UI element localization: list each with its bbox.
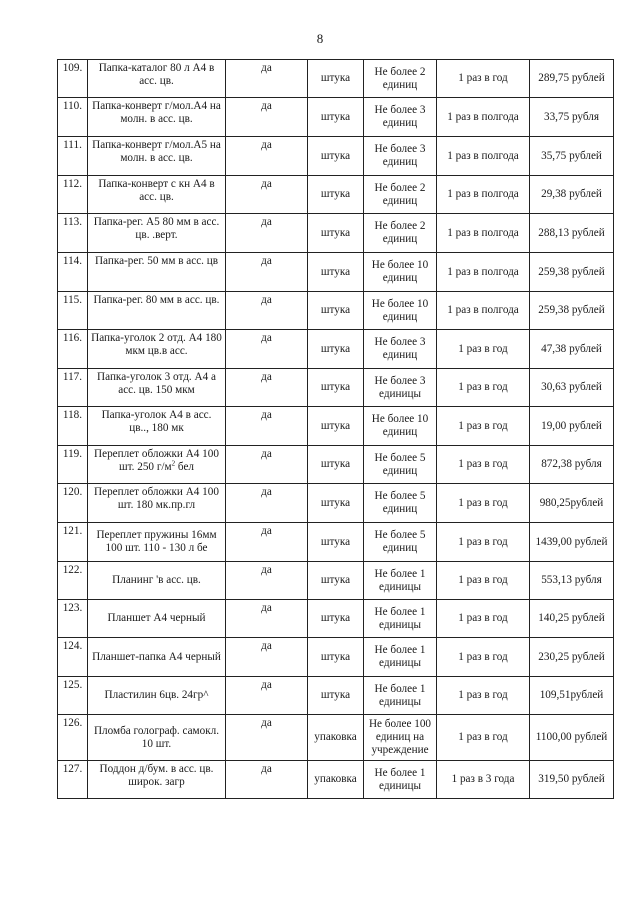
availability-flag: да xyxy=(226,600,308,638)
item-name: Планшет А4 черный xyxy=(88,600,226,638)
table-row xyxy=(58,253,614,292)
availability-flag: да xyxy=(226,715,308,761)
quantity-limit: Не более 5 единиц xyxy=(364,523,437,562)
table-row xyxy=(58,677,614,715)
price-cell: 259,38 рублей xyxy=(530,253,614,292)
table-row xyxy=(58,369,614,407)
quantity-limit: Не более 1 единицы xyxy=(364,600,437,638)
availability-flag: да xyxy=(226,523,308,562)
frequency-cell: 1 раз в год xyxy=(437,330,530,369)
item-name xyxy=(88,446,226,484)
quantity-limit: Не более 2 единиц xyxy=(364,60,437,98)
availability-flag: да xyxy=(226,330,308,369)
unit-cell: штука xyxy=(308,523,364,562)
quantity-limit: Не более 1 единицы xyxy=(364,638,437,677)
availability-flag: да xyxy=(226,98,308,137)
frequency-cell: 1 раз в год xyxy=(437,60,530,98)
unit-cell: штука xyxy=(308,562,364,600)
item-name-text: Переплет обложки А4 100 шт. 250 г/м xyxy=(94,448,219,473)
unit-cell: упаковка xyxy=(308,761,364,799)
superscript: 2 xyxy=(171,459,176,468)
frequency-cell: 1 раз в полгода xyxy=(437,176,530,214)
unit-cell: штука xyxy=(308,677,364,715)
item-name: Пластилин 6цв. 24гр^ xyxy=(88,677,226,715)
row-number: 122. xyxy=(58,562,88,600)
availability-flag: да xyxy=(226,677,308,715)
price-table xyxy=(57,59,614,799)
quantity-limit: Не более 10 единиц xyxy=(364,407,437,446)
item-name: Папка-конверт с кн А4 в асс. цв. xyxy=(88,176,226,214)
price-cell: 259,38 рублей xyxy=(530,292,614,330)
quantity-limit: Не более 10 единиц xyxy=(364,292,437,330)
price-cell: 47,38 рублей xyxy=(530,330,614,369)
frequency-cell: 1 раз в год xyxy=(437,638,530,677)
table-row xyxy=(58,484,614,523)
table-body xyxy=(58,60,614,799)
quantity-limit: Не более 2 единиц xyxy=(364,214,437,253)
row-number: 110. xyxy=(58,98,88,137)
price-cell: 230,25 рублей xyxy=(530,638,614,677)
availability-flag: да xyxy=(226,484,308,523)
table-row xyxy=(58,523,614,562)
quantity-limit: Не более 3 единиц xyxy=(364,137,437,176)
item-name: Папка-уголок 2 отд. А4 180 мкм цв.в асс. xyxy=(88,330,226,369)
frequency-cell: 1 раз в год xyxy=(437,677,530,715)
table-row xyxy=(58,407,614,446)
unit-cell: штука xyxy=(308,60,364,98)
page-number: 8 xyxy=(316,31,324,46)
quantity-limit: Не более 3 единицы xyxy=(364,369,437,407)
table-row xyxy=(58,214,614,253)
item-name: Пломба голограф. самокл. 10 шт. xyxy=(88,715,226,761)
frequency-cell: 1 раз в год xyxy=(437,484,530,523)
row-number: 123. xyxy=(58,600,88,638)
unit-cell: штука xyxy=(308,446,364,484)
frequency-cell: 1 раз в год xyxy=(437,562,530,600)
price-cell: 1100,00 рублей xyxy=(530,715,614,761)
availability-flag: да xyxy=(226,369,308,407)
frequency-cell: 1 раз в год xyxy=(437,407,530,446)
price-cell: 33,75 рубля xyxy=(530,98,614,137)
item-name: Папка-каталог 80 л А4 в асс. цв. xyxy=(88,60,226,98)
price-cell: 872,38 рубля xyxy=(530,446,614,484)
quantity-limit: Не более 10 единиц xyxy=(364,253,437,292)
unit-cell: упаковка xyxy=(308,715,364,761)
price-cell: 980,25рублей xyxy=(530,484,614,523)
availability-flag: да xyxy=(226,407,308,446)
item-name: Поддон д/бум. в асс. цв. широк. загр xyxy=(88,761,226,799)
availability-flag: да xyxy=(226,562,308,600)
frequency-cell: 1 раз в 3 года xyxy=(437,761,530,799)
quantity-limit: Не более 3 единиц xyxy=(364,98,437,137)
frequency-cell: 1 раз в год xyxy=(437,369,530,407)
price-cell: 553,13 рубля xyxy=(530,562,614,600)
frequency-cell: 1 раз в год xyxy=(437,600,530,638)
frequency-cell: 1 раз в полгода xyxy=(437,292,530,330)
availability-flag: да xyxy=(226,292,308,330)
unit-cell: штука xyxy=(308,214,364,253)
item-name: Папка-уголок 3 отд. А4 а асс. цв. 150 мкм xyxy=(88,369,226,407)
table-row xyxy=(58,60,614,98)
row-number: 126. xyxy=(58,715,88,761)
unit-cell: штука xyxy=(308,137,364,176)
quantity-limit: Не более 1 единицы xyxy=(364,677,437,715)
row-number: 120. xyxy=(58,484,88,523)
row-number: 125. xyxy=(58,677,88,715)
table-row xyxy=(58,98,614,137)
frequency-cell: 1 раз в полгода xyxy=(437,137,530,176)
availability-flag: да xyxy=(226,446,308,484)
item-name-suffix: бел xyxy=(175,461,194,473)
item-name: Папка-конверт г/мол.А5 на молн. в асс. цв. xyxy=(88,137,226,176)
price-cell: 19,00 рублей xyxy=(530,407,614,446)
quantity-limit: Не более 2 единиц xyxy=(364,176,437,214)
table-row xyxy=(58,562,614,600)
row-number: 118. xyxy=(58,407,88,446)
row-number: 127. xyxy=(58,761,88,799)
unit-cell: штука xyxy=(308,369,364,407)
item-name: Переплет пружины 16мм 100 шт. 110 - 130 л бе xyxy=(88,523,226,562)
row-number: 116. xyxy=(58,330,88,369)
availability-flag: да xyxy=(226,60,308,98)
item-name: Папка-рег. 50 мм в асс. цв xyxy=(88,253,226,292)
unit-cell: штука xyxy=(308,292,364,330)
row-number: 117. xyxy=(58,369,88,407)
row-number: 124. xyxy=(58,638,88,677)
table-row xyxy=(58,638,614,677)
item-name: Папка-уголок А4 в асс. цв.., 180 мк xyxy=(88,407,226,446)
row-number: 109. xyxy=(58,60,88,98)
unit-cell: штука xyxy=(308,484,364,523)
row-number: 119. xyxy=(58,446,88,484)
table-row xyxy=(58,446,614,484)
quantity-limit: Не более 1 единицы xyxy=(364,562,437,600)
price-cell: 288,13 рублей xyxy=(530,214,614,253)
table-row xyxy=(58,715,614,761)
availability-flag: да xyxy=(226,638,308,677)
frequency-cell: 1 раз в год xyxy=(437,715,530,761)
unit-cell: штука xyxy=(308,253,364,292)
unit-cell: штука xyxy=(308,330,364,369)
table-row xyxy=(58,600,614,638)
price-cell: 30,63 рублей xyxy=(530,369,614,407)
table-row xyxy=(58,761,614,799)
quantity-limit: Не более 1 единицы xyxy=(364,761,437,799)
quantity-limit: Не более 5 единиц xyxy=(364,484,437,523)
row-number: 112. xyxy=(58,176,88,214)
row-number: 115. xyxy=(58,292,88,330)
item-name: Планинг 'в асс. цв. xyxy=(88,562,226,600)
frequency-cell: 1 раз в год xyxy=(437,446,530,484)
price-cell: 109,51рублей xyxy=(530,677,614,715)
price-cell: 319,50 рублей xyxy=(530,761,614,799)
frequency-cell: 1 раз в год xyxy=(437,523,530,562)
table-row xyxy=(58,330,614,369)
unit-cell: штука xyxy=(308,98,364,137)
item-name: Переплет обложки А4 100 шт. 180 мк.пр.гл xyxy=(88,484,226,523)
unit-cell: штука xyxy=(308,407,364,446)
item-name: Папка-рег. 80 мм в асс. цв. xyxy=(88,292,226,330)
price-cell: 1439,00 рублей xyxy=(530,523,614,562)
quantity-limit: Не более 100 единиц на учреждение xyxy=(364,715,437,761)
price-cell: 140,25 рублей xyxy=(530,600,614,638)
item-name: Папка-рег. А5 80 мм в асс. цв. .верт. xyxy=(88,214,226,253)
unit-cell: штука xyxy=(308,600,364,638)
availability-flag: да xyxy=(226,761,308,799)
quantity-limit: Не более 5 единиц xyxy=(364,446,437,484)
price-cell: 35,75 рублей xyxy=(530,137,614,176)
frequency-cell: 1 раз в полгода xyxy=(437,253,530,292)
table-row xyxy=(58,137,614,176)
price-cell: 289,75 рублей xyxy=(530,60,614,98)
row-number: 114. xyxy=(58,253,88,292)
availability-flag: да xyxy=(226,253,308,292)
unit-cell: штука xyxy=(308,176,364,214)
frequency-cell: 1 раз в полгода xyxy=(437,98,530,137)
quantity-limit: Не более 3 единиц xyxy=(364,330,437,369)
table-row xyxy=(58,176,614,214)
row-number: 121. xyxy=(58,523,88,562)
item-name: Планшет-папка А4 черный xyxy=(88,638,226,677)
row-number: 111. xyxy=(58,137,88,176)
frequency-cell: 1 раз в полгода xyxy=(437,214,530,253)
row-number: 113. xyxy=(58,214,88,253)
item-name: Папка-конверт г/мол.А4 на молн. в асс. цв. xyxy=(88,98,226,137)
availability-flag: да xyxy=(226,137,308,176)
table-row xyxy=(58,292,614,330)
availability-flag: да xyxy=(226,214,308,253)
price-cell: 29,38 рублей xyxy=(530,176,614,214)
unit-cell: штука xyxy=(308,638,364,677)
availability-flag: да xyxy=(226,176,308,214)
